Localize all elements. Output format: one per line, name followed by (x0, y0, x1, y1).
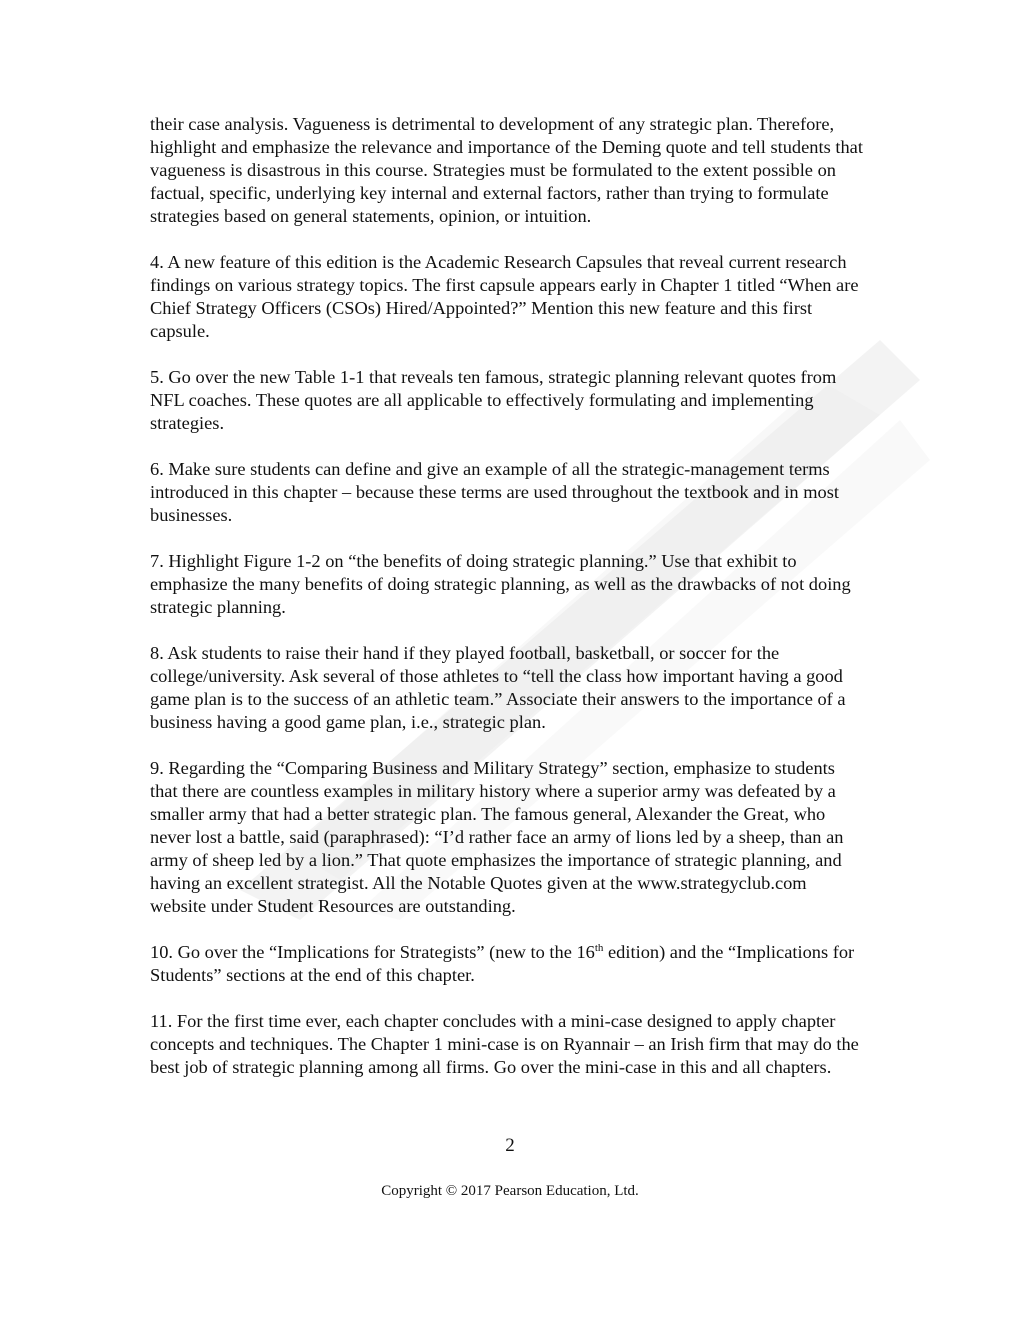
text-fragment: 10. Go over the “Implications for Strategists” (new to the 16 (150, 942, 595, 962)
text-line: Chief Strategy Officers (CSOs) Hired/Appointed?” Mention this new feature and this first (150, 298, 813, 318)
paragraph-item-11 (150, 1010, 940, 1079)
text-line: best job of strategic planning among all firms. Go over the mini-case in this and all chapters. (150, 1057, 832, 1077)
text-line: 7. Highlight Figure 1-2 on “the benefits of doing strategic planning.” Use that exhibit to (150, 551, 797, 571)
paragraph-item-8 (150, 642, 940, 734)
text-line: strategies. (150, 413, 225, 433)
superscript: th (594, 941, 604, 954)
text-line: business having a good game plan, i.e., strategic plan. (150, 712, 546, 732)
text-line: capsule. (150, 321, 210, 341)
text-line: 11. For the first time ever, each chapter concludes with a mini-case designed to apply chapter (150, 1011, 836, 1031)
text-line: game plan is to the success of an athletic team.” Associate their answers to the importance of a (150, 689, 846, 709)
text-line: factual, specific, underlying key internal and external factors, rather than trying to formulate (150, 183, 829, 203)
text-line: NFL coaches. These quotes are all applicable to effectively formulating and implementing (150, 390, 814, 410)
text-line: 8. Ask students to raise their hand if they played football, basketball, or soccer for the (150, 643, 780, 663)
text-line: introduced in this chapter – because these terms are used throughout the textbook and in most (150, 482, 839, 502)
paragraph-item-7 (150, 550, 940, 619)
paragraph-item-5 (150, 366, 940, 435)
page-number: 2 (505, 1135, 515, 1156)
text-fragment: edition) and the “Implications for (603, 942, 855, 962)
text-line: college/university. Ask several of those athletes to “tell the class how important having a good (150, 666, 843, 686)
text-line: smaller army that had a better strategic plan. The famous general, Alexander the Great, who (150, 804, 826, 824)
paragraph-item-9 (150, 757, 940, 918)
text-line: strategic planning. (150, 597, 286, 617)
text-line: 4. A new feature of this edition is the Academic Research Capsules that reveal current research (150, 252, 847, 272)
text-line: concepts and techniques. The Chapter 1 mini-case is on Ryannair – an Irish firm that may do the (150, 1034, 859, 1054)
text-line: strategies based on general statements, opinion, or intuition. (150, 206, 592, 226)
paragraph-deming-vagueness (150, 113, 940, 228)
text-line: businesses. (150, 505, 233, 525)
paragraph-item-6 (150, 458, 940, 527)
text-line: never lost a battle, said (paraphrased): “I’d rather face an army of lions led by a sheep, than an (150, 827, 844, 847)
text-line: emphasize the many benefits of doing strategic planning, as well as the drawbacks of not doing (150, 574, 851, 594)
text-line: vagueness is disastrous in this course. Strategies must be formulated to the extent possible on (150, 160, 836, 180)
text-line: that there are countless examples in military history where a superior army was defeated by a (150, 781, 836, 801)
document-body (150, 113, 940, 1102)
paragraph-item-4 (150, 251, 940, 343)
text-line: army of sheep led by a lion.” That quote emphasizes the importance of strategic planning, and (150, 850, 842, 870)
text-line: 9. Regarding the “Comparing Business and Military Strategy” section, emphasize to students (150, 758, 835, 778)
copyright-footer: Copyright © 2017 Pearson Education, Ltd. (381, 1183, 639, 1199)
text-line: findings on various strategy topics. The first capsule appears early in Chapter 1 titled “When are (150, 275, 859, 295)
text-line: having an excellent strategist. All the Notable Quotes given at the www.strategyclub.com (150, 873, 807, 893)
paragraph-item-10 (150, 941, 940, 987)
text-line: Students” sections at the end of this chapter. (150, 965, 475, 985)
text-line: their case analysis. Vagueness is detrimental to development of any strategic plan. Therefore, (150, 114, 835, 134)
text-line (150, 941, 940, 964)
text-line: 5. Go over the new Table 1-1 that reveals ten famous, strategic planning relevant quotes from (150, 367, 837, 387)
text-line: website under Student Resources are outstanding. (150, 896, 516, 916)
text-line: highlight and emphasize the relevance and importance of the Deming quote and tell students that (150, 137, 863, 157)
text-line: 6. Make sure students can define and give an example of all the strategic-management terms (150, 459, 830, 479)
